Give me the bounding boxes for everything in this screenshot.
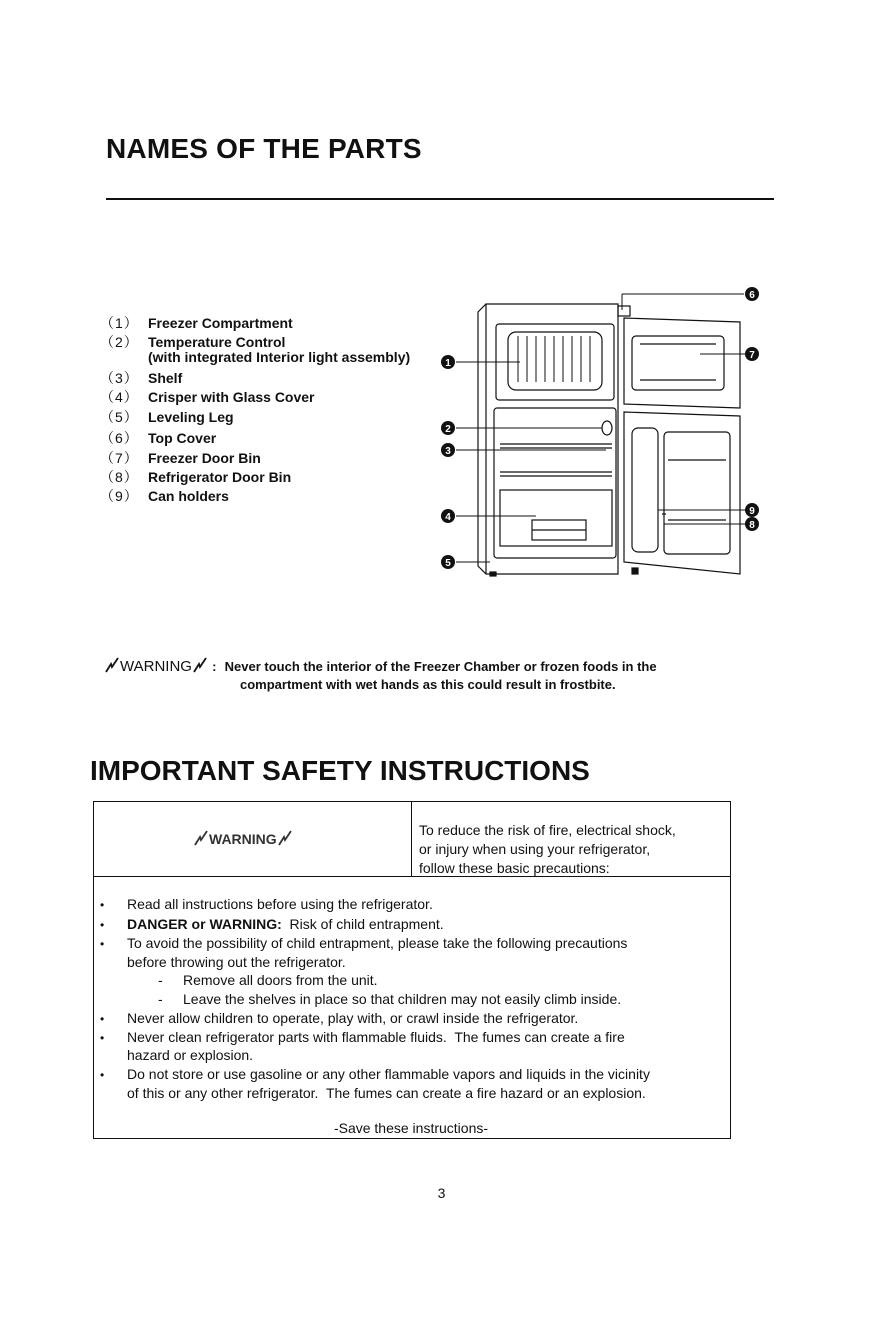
sub-dash: -	[158, 972, 163, 988]
instruction-text: To avoid the possibility of child entrapment, please take the following precautions	[127, 935, 628, 951]
callout-label: 6	[749, 290, 755, 301]
part-item	[100, 368, 182, 388]
freezer-ribs	[518, 336, 590, 382]
instruction-text-continuation: of this or any other refrigerator. The fumes can create a fire hazard or an explosion.	[127, 1085, 646, 1101]
refrigerator-diagram	[436, 284, 770, 580]
part-number: （1）	[100, 315, 139, 331]
freezer-inner	[508, 332, 602, 390]
crisper	[500, 490, 612, 546]
bullet: •	[100, 937, 105, 951]
part-label: Can holders	[148, 488, 229, 504]
part-item	[100, 387, 315, 407]
callout-label: 7	[749, 350, 755, 361]
warning-text-continuation: compartment with wet hands as this could result in frostbite.	[240, 677, 616, 692]
part-item	[100, 467, 291, 487]
part-number: （3）	[100, 370, 139, 386]
instruction-item	[100, 1010, 578, 1026]
part-item	[100, 313, 293, 333]
sub-dash: -	[158, 991, 163, 1007]
part-item	[100, 448, 261, 468]
warning-label: WARNING	[120, 658, 192, 675]
part-label: Crisper with Glass Cover	[148, 389, 315, 405]
warning-bolt-icon	[193, 830, 209, 846]
cabinet-outline	[478, 304, 618, 574]
bullet: •	[100, 898, 105, 912]
instruction-text: Read all instructions before using the refrigerator.	[127, 896, 433, 912]
callout-label: 3	[445, 446, 451, 457]
bullet: •	[100, 1012, 105, 1026]
callout-label: 4	[445, 512, 451, 523]
warning-bolt-icon	[277, 830, 293, 846]
part-number: （5）	[100, 409, 139, 425]
door-shelf-right	[664, 432, 730, 554]
part-number: （9）	[100, 488, 139, 504]
instruction-text: Never allow children to operate, play with, or crawl inside the refrigerator.	[127, 1010, 579, 1026]
warning-note	[104, 657, 657, 675]
bullet: •	[100, 1068, 105, 1082]
instruction-emphasis: DANGER or WARNING:	[127, 916, 282, 932]
part-item	[100, 486, 229, 506]
callout-label: 5	[445, 558, 451, 569]
instruction-text: Do not store or use gasoline or any other flammable vapors and liquids in the vicinity	[127, 1066, 650, 1082]
precaution-text: or injury when using your refrigerator,	[419, 841, 651, 857]
instruction-item	[100, 1029, 625, 1045]
part-label: Refrigerator Door Bin	[148, 469, 292, 485]
part-number: （2）	[100, 334, 139, 350]
door-shelf-left	[632, 428, 658, 552]
instruction-subitem	[158, 972, 378, 988]
section-title-names-of-parts: NAMES OF THE PARTS	[106, 133, 422, 164]
instruction-text: Never clean refrigerator parts with flammable fluids. The fumes can create a fire	[127, 1029, 625, 1045]
instruction-text-continuation: before throwing out the refrigerator.	[127, 954, 346, 970]
precaution-text: To reduce the risk of fire, electrical shock,	[419, 822, 676, 838]
warning-colon: :	[212, 659, 217, 674]
box-warning-label: WARNING	[209, 831, 277, 847]
save-instructions-note: -Save these instructions-	[333, 1120, 489, 1136]
part-item	[100, 428, 216, 448]
bullet: •	[100, 1031, 105, 1045]
instruction-item	[100, 1066, 650, 1082]
part-label-continuation: (with integrated Interior light assembly)	[148, 349, 411, 365]
callout-label: 9	[749, 506, 755, 517]
part-label: Leveling Leg	[148, 409, 234, 425]
instruction-item	[100, 896, 433, 912]
top-cover	[618, 306, 630, 316]
part-label: Temperature Control	[148, 334, 286, 350]
instruction-item	[100, 935, 627, 951]
section-title-safety-instructions: IMPORTANT SAFETY INSTRUCTIONS	[90, 755, 590, 786]
box-divider	[411, 801, 412, 877]
fridge-compartment	[494, 408, 616, 558]
part-number: （8）	[100, 469, 139, 485]
part-number: （6）	[100, 430, 139, 446]
callout-label: 2	[445, 424, 451, 435]
instruction-text: Risk of child entrapment.	[281, 916, 444, 932]
page-number: 3	[437, 1185, 446, 1201]
temperature-control-dial	[602, 421, 612, 435]
instruction-text-continuation: hazard or explosion.	[127, 1047, 254, 1063]
instruction-item	[100, 916, 444, 932]
part-label: Freezer Compartment	[148, 315, 293, 331]
instruction-text: Leave the shelves in place so that children may not easily climb inside.	[183, 991, 622, 1007]
freezer-door	[624, 318, 740, 408]
title-rule	[106, 198, 774, 200]
warning-bolt-icon	[192, 657, 208, 673]
part-number: （4）	[100, 389, 139, 405]
callout-label: 1	[445, 358, 451, 369]
fridge-door	[624, 412, 740, 574]
part-label: Top Cover	[148, 430, 217, 446]
warning-bolt-icon	[104, 657, 120, 673]
part-label: Freezer Door Bin	[148, 450, 261, 466]
part-item	[100, 407, 234, 427]
part-number: （7）	[100, 450, 139, 466]
callout-label: 8	[749, 520, 755, 531]
instruction-text: Remove all doors from the unit.	[183, 972, 378, 988]
bullet: •	[100, 918, 105, 932]
instruction-subitem	[158, 991, 621, 1007]
warning-text: Never touch the interior of the Freezer Chamber or frozen foods in the	[224, 659, 657, 674]
box-warning-heading	[193, 830, 293, 847]
part-label: Shelf	[148, 370, 183, 386]
precaution-text: follow these basic precautions:	[419, 860, 610, 876]
